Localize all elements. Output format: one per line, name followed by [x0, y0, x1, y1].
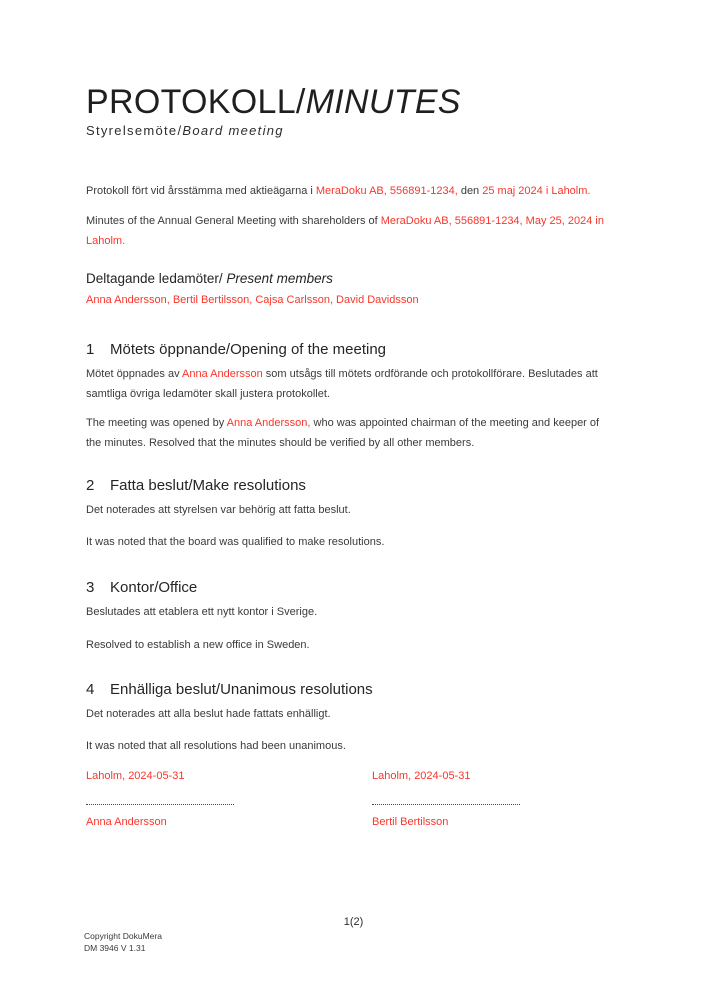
section-1: [86, 339, 613, 453]
section-heading: [86, 339, 613, 361]
section-heading: [86, 475, 613, 497]
paragraph: Det noterades att alla beslut hade fattats enhälligt.: [86, 708, 331, 720]
paragraph: Mötet öppnades av Anna Andersson som utsågs till mötets ordförande och protokollförare. Beslutades att samtliga övriga ledamöter skall justera protokollet.: [86, 368, 598, 400]
section-title: Mötets öppnande/Opening of the meeting: [110, 341, 387, 358]
signature-name: Anna Andersson: [86, 816, 167, 828]
paragraph: The meeting was opened by Anna Andersson, who was appointed chairman of the meeting and keeper of the minutes. Resolved that the minutes should be verified by all other members.: [86, 417, 600, 449]
section-number: 2: [86, 477, 95, 494]
section-number: 3: [86, 579, 95, 596]
section-heading: [86, 577, 613, 599]
intro-paragraph-swedish: Protokoll fört vid årsstämma med aktieägarna i MeraDoku AB, 556891-1234, den 25 maj 2024 i Laholm.: [86, 185, 591, 197]
document-title: [86, 84, 613, 120]
signature-name: Bertil Bertilsson: [372, 816, 449, 828]
section-number: 4: [86, 681, 95, 698]
intro-paragraph-english: Minutes of the Annual General Meeting with shareholders of MeraDoku AB, 556891-1234, May 25, 2024 in Laholm.: [86, 215, 604, 247]
copyright-notice: [84, 931, 162, 954]
page-number: 1(2): [343, 916, 364, 928]
present-members-heading: [86, 270, 613, 288]
section-heading: [86, 679, 613, 701]
present-heading-italic: Present members: [226, 271, 333, 286]
section-title: Fatta beslut/Make resolutions: [110, 477, 306, 494]
section-number: 1: [86, 341, 95, 358]
section-title: Enhälliga beslut/Unanimous resolutions: [110, 681, 373, 698]
doc-version: DM 3946 V 1.31: [84, 942, 146, 953]
paragraph: Resolved to establish a new office in Sweden.: [86, 639, 310, 651]
paragraph: It was noted that the board was qualified to make resolutions.: [86, 536, 385, 548]
section-title: Kontor/Office: [110, 579, 198, 596]
subtitle-italic: Board meeting: [182, 123, 284, 138]
document-body: [86, 0, 613, 830]
signature-dotted-line: [86, 804, 234, 805]
title-italic: MINUTES: [305, 83, 461, 121]
signature-block: [86, 768, 613, 830]
section-3: [86, 577, 613, 655]
copyright-line: Copyright DokuMera: [84, 931, 162, 941]
document-subtitle: [86, 123, 613, 139]
title-main: PROTOKOLL/: [86, 83, 306, 121]
signature-place-date: Laholm, 2024-05-31: [372, 770, 471, 782]
signature-column-right: [372, 768, 658, 830]
section-2: [86, 475, 613, 552]
present-heading-main: Deltagande ledamöter/: [86, 271, 227, 286]
present-members-names: Anna Andersson, Bertil Bertilsson, Cajsa Carlsson, David Davidsson: [86, 294, 419, 306]
section-4: [86, 679, 613, 756]
signature-column-left: [86, 768, 372, 830]
subtitle-main: Styrelsemöte/: [86, 123, 183, 138]
signature-dotted-line: [372, 804, 520, 805]
paragraph: Det noterades att styrelsen var behörig att fatta beslut.: [86, 504, 351, 516]
paragraph: It was noted that all resolutions had been unanimous.: [86, 740, 346, 752]
paragraph: Beslutades att etablera ett nytt kontor i Sverige.: [86, 606, 318, 618]
signature-place-date: Laholm, 2024-05-31: [86, 770, 185, 782]
